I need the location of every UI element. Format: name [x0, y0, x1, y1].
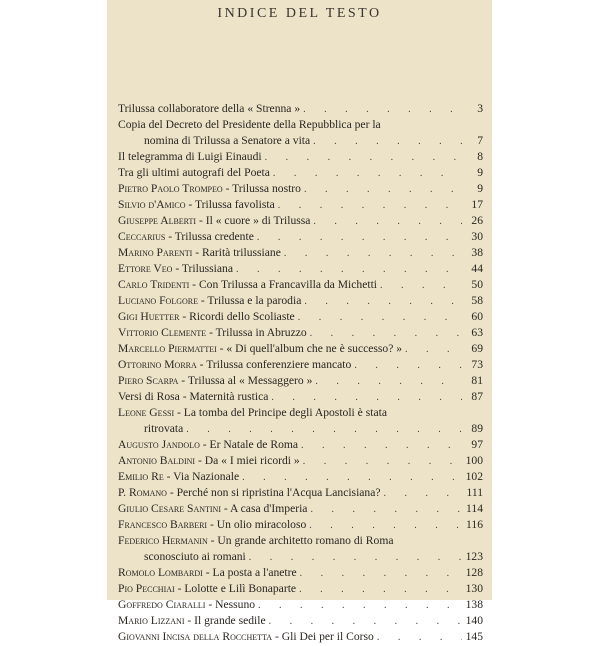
dot-leader	[310, 326, 462, 342]
entry-title: - Trilussa nostro	[222, 182, 301, 195]
entry-author: Carlo Tridenti	[118, 278, 190, 291]
dot-leader	[236, 262, 462, 278]
entry-author: Luciano Folgore	[118, 294, 198, 307]
entry-title: ritrovata	[144, 422, 184, 435]
toc-entry	[118, 149, 483, 165]
entry-title: Tra gli ultimi autografi del Poeta	[118, 166, 270, 179]
entry-author: Silvio d'Amico	[118, 198, 186, 211]
entry-text	[118, 453, 300, 469]
page-number: 3	[477, 102, 483, 115]
entry-author: Pietro Paolo Trompeo	[118, 182, 223, 195]
entry-title: - Trilussa e la parodia	[197, 294, 302, 307]
page-number: 89	[471, 422, 483, 435]
toc-entry	[118, 213, 483, 229]
toc-entry	[118, 357, 483, 373]
entry-text	[118, 325, 307, 341]
entry-title: - Rarità trilussiane	[192, 246, 281, 259]
entry-title: - Perché non si ripristina l'Acqua Lancisiana?	[166, 486, 381, 499]
entry-text	[118, 485, 381, 501]
toc-entry	[118, 245, 483, 261]
entry-title: - Er Natale de Roma	[199, 438, 299, 451]
dot-leader	[242, 470, 462, 486]
entry-text	[118, 293, 301, 309]
page-number: 73	[471, 358, 483, 371]
entry-title: - Da « I miei ricordi »	[195, 454, 300, 467]
toc-entry	[118, 101, 483, 117]
entry-author: Francesco Barberi	[118, 518, 208, 531]
page-number: 138	[465, 598, 483, 611]
entry-text	[118, 181, 301, 197]
entry-title: - Trilussiana	[172, 262, 233, 275]
page-number: 9	[477, 166, 483, 179]
entry-title: - « Di quell'album che ne è successo? »	[216, 342, 403, 355]
toc-entry	[118, 629, 483, 645]
entry-author: Emilio Re	[118, 470, 164, 483]
entry-text	[118, 357, 351, 373]
entry-text	[118, 261, 233, 277]
entry-title: - Gli Dei per il Corso	[272, 630, 374, 643]
entry-text	[118, 565, 297, 581]
dot-leader	[257, 230, 462, 246]
toc-entry	[118, 501, 483, 517]
entry-author: Leone Gessi	[118, 406, 175, 419]
toc-entry	[118, 597, 483, 613]
entry-text	[118, 213, 310, 229]
page-number: 44	[471, 262, 483, 275]
book-page	[107, 0, 492, 643]
dot-leader	[380, 278, 462, 294]
entry-title: - Trilussa credente	[165, 230, 254, 243]
dot-leader	[298, 310, 462, 326]
page-number: 8	[477, 150, 483, 163]
entry-author: Ettore Veo	[118, 262, 173, 275]
page-number: 111	[466, 486, 483, 499]
entry-text	[118, 341, 402, 357]
entry-text	[118, 469, 239, 485]
toc-entry	[118, 437, 483, 453]
toc-entry	[118, 197, 483, 213]
dot-leader	[304, 294, 462, 310]
entry-author: P. Romano	[118, 486, 167, 499]
page-number: 100	[465, 454, 483, 467]
dot-leader	[271, 390, 462, 406]
dot-leader	[313, 134, 462, 150]
toc-entry	[118, 469, 483, 485]
entry-author: Goffredo Ciaralli	[118, 598, 206, 611]
entry-text	[118, 197, 275, 213]
entry-author: Vittorio Clemente	[118, 326, 207, 339]
entry-title: - Il « cuore » di Trilussa	[196, 214, 311, 227]
entry-title: - Con Trilussa a Francavilla da Michetti	[189, 278, 378, 291]
toc-entry	[118, 453, 483, 469]
dot-leader	[249, 550, 462, 566]
entry-title: - A casa d'Imperia	[221, 502, 308, 515]
page-number: 38	[471, 246, 483, 259]
entry-title: - Trilussa favolista	[185, 198, 275, 211]
page-number: 128	[465, 566, 483, 579]
entry-author: Antonio Baldini	[118, 454, 196, 467]
entry-text	[118, 597, 255, 613]
dot-leader	[310, 502, 462, 518]
dot-leader	[377, 630, 462, 646]
entry-author: Ottorino Morra	[118, 358, 197, 371]
page-number: 30	[471, 230, 483, 243]
page-number: 26	[471, 214, 483, 227]
entry-author: Augusto Jandolo	[118, 438, 200, 451]
page-number: 140	[465, 614, 483, 627]
dot-leader	[384, 486, 462, 502]
dot-leader	[278, 198, 462, 214]
entry-author: Romolo Lombardi	[118, 566, 203, 579]
page-number: 97	[471, 438, 483, 451]
entry-author: Mario Lizzani	[118, 614, 185, 627]
dot-leader	[273, 166, 462, 182]
page-number: 123	[465, 550, 483, 563]
entry-text	[118, 165, 270, 181]
toc-entry	[118, 261, 483, 277]
toc-entry	[118, 485, 483, 501]
entry-title: - Lolotte e Lilì Bonaparte	[174, 582, 297, 595]
entry-author: Giuseppe Alberti	[118, 214, 197, 227]
toc-entry	[118, 165, 483, 181]
entry-text	[118, 421, 183, 437]
dot-leader	[303, 102, 462, 118]
entry-title: - Un olio miracoloso	[207, 518, 307, 531]
entry-title: - Trilussa al « Messaggero »	[178, 374, 313, 387]
entry-title: - Trilussa conferenziere mancato	[196, 358, 352, 371]
entry-title: Copia del Decreto del Presidente della Repubblica per la	[118, 118, 381, 131]
entry-text	[118, 277, 377, 293]
entry-text	[118, 501, 307, 517]
page-number: 102	[465, 470, 483, 483]
entry-author: Gigi Huetter	[118, 310, 180, 323]
entry-title: - Trilussa in Abruzzo	[206, 326, 307, 339]
entry-text	[118, 549, 246, 565]
dot-leader	[301, 438, 462, 454]
entry-title: - Via Nazionale	[163, 470, 240, 483]
toc-entry	[118, 341, 483, 357]
page-number: 116	[466, 518, 483, 531]
page-number: 7	[477, 134, 483, 147]
dot-leader	[258, 598, 462, 614]
toc-entry	[118, 325, 483, 341]
dot-leader	[186, 422, 462, 438]
toc-entry	[118, 533, 483, 565]
page-number: 9	[477, 182, 483, 195]
dot-leader	[284, 246, 462, 262]
toc-entry	[118, 117, 483, 149]
entry-title: Versi di Rosa - Maternità rustica	[118, 390, 269, 403]
page-number: 17	[471, 198, 483, 211]
dot-leader	[304, 182, 462, 198]
page-number: 130	[465, 582, 483, 595]
entry-title: - Nessuno	[205, 598, 256, 611]
entry-text	[118, 373, 312, 389]
entry-text	[118, 517, 306, 533]
entry-author: Federico Hermanin	[118, 534, 208, 547]
toc-entry	[118, 565, 483, 581]
entry-text	[118, 437, 298, 453]
page-number: 69	[471, 342, 483, 355]
page-number: 81	[471, 374, 483, 387]
entry-text	[118, 133, 310, 149]
page-number: 63	[471, 326, 483, 339]
toc-entry	[118, 309, 483, 325]
entry-author: Marcello Piermattei	[118, 342, 217, 355]
page-number: 50	[471, 278, 483, 291]
dot-leader	[269, 614, 462, 630]
entry-text	[118, 101, 300, 117]
entry-title: sconosciuto ai romani	[144, 550, 246, 563]
entry-text	[118, 389, 268, 405]
dot-leader	[405, 342, 462, 358]
toc-entry	[118, 581, 483, 597]
entry-author: Piero Scarpa	[118, 374, 179, 387]
page-title: INDICE DEL TESTO	[217, 6, 382, 21]
page-number: 60	[471, 310, 483, 323]
toc-entry	[118, 405, 483, 437]
toc-entry	[118, 373, 483, 389]
toc-entry	[118, 613, 483, 629]
entry-title: - La tomba del Principe degli Apostoli è stata	[174, 406, 387, 419]
entry-text	[118, 581, 296, 597]
entry-author: Ceccarius	[118, 230, 166, 243]
toc-entry	[118, 229, 483, 245]
entry-text	[118, 629, 374, 645]
entry-author: Marino Parenti	[118, 246, 193, 259]
page-number: 87	[471, 390, 483, 403]
dot-leader	[299, 582, 462, 598]
entry-author: Giulio Cesare Santini	[118, 502, 222, 515]
entry-title: - Ricordi dello Scoliaste	[179, 310, 295, 323]
entry-text	[118, 229, 254, 245]
entry-title: - Un grande architetto romano di Roma	[207, 534, 394, 547]
entry-title: nomina di Trilussa a Senatore a vita	[144, 134, 311, 147]
entry-text	[118, 149, 262, 165]
table-of-contents	[118, 101, 483, 645]
dot-leader	[309, 518, 462, 534]
dot-leader	[303, 454, 462, 470]
dot-leader	[313, 214, 462, 230]
entry-text	[118, 245, 281, 261]
page-number: 114	[466, 502, 483, 515]
toc-entry	[118, 389, 483, 405]
dot-leader	[265, 150, 462, 166]
dot-leader	[315, 374, 462, 390]
entry-author: Giovanni Incisa della Rocchetta	[118, 630, 273, 643]
toc-entry	[118, 517, 483, 533]
dot-leader	[300, 566, 462, 582]
toc-entry	[118, 293, 483, 309]
entry-title: - Il grande sedile	[184, 614, 266, 627]
entry-text	[118, 309, 295, 325]
entry-text	[118, 613, 266, 629]
entry-title: - La posta a l'anetre	[202, 566, 297, 579]
page-number: 145	[465, 630, 483, 643]
page-number: 58	[471, 294, 483, 307]
dot-leader	[354, 358, 462, 374]
toc-entry	[118, 277, 483, 293]
entry-title: Il telegramma di Luigi Einaudi	[118, 150, 262, 163]
entry-author: Pio Pecchiai	[118, 582, 175, 595]
toc-entry	[118, 181, 483, 197]
entry-title: Trilussa collaboratore della « Strenna »	[118, 102, 301, 115]
